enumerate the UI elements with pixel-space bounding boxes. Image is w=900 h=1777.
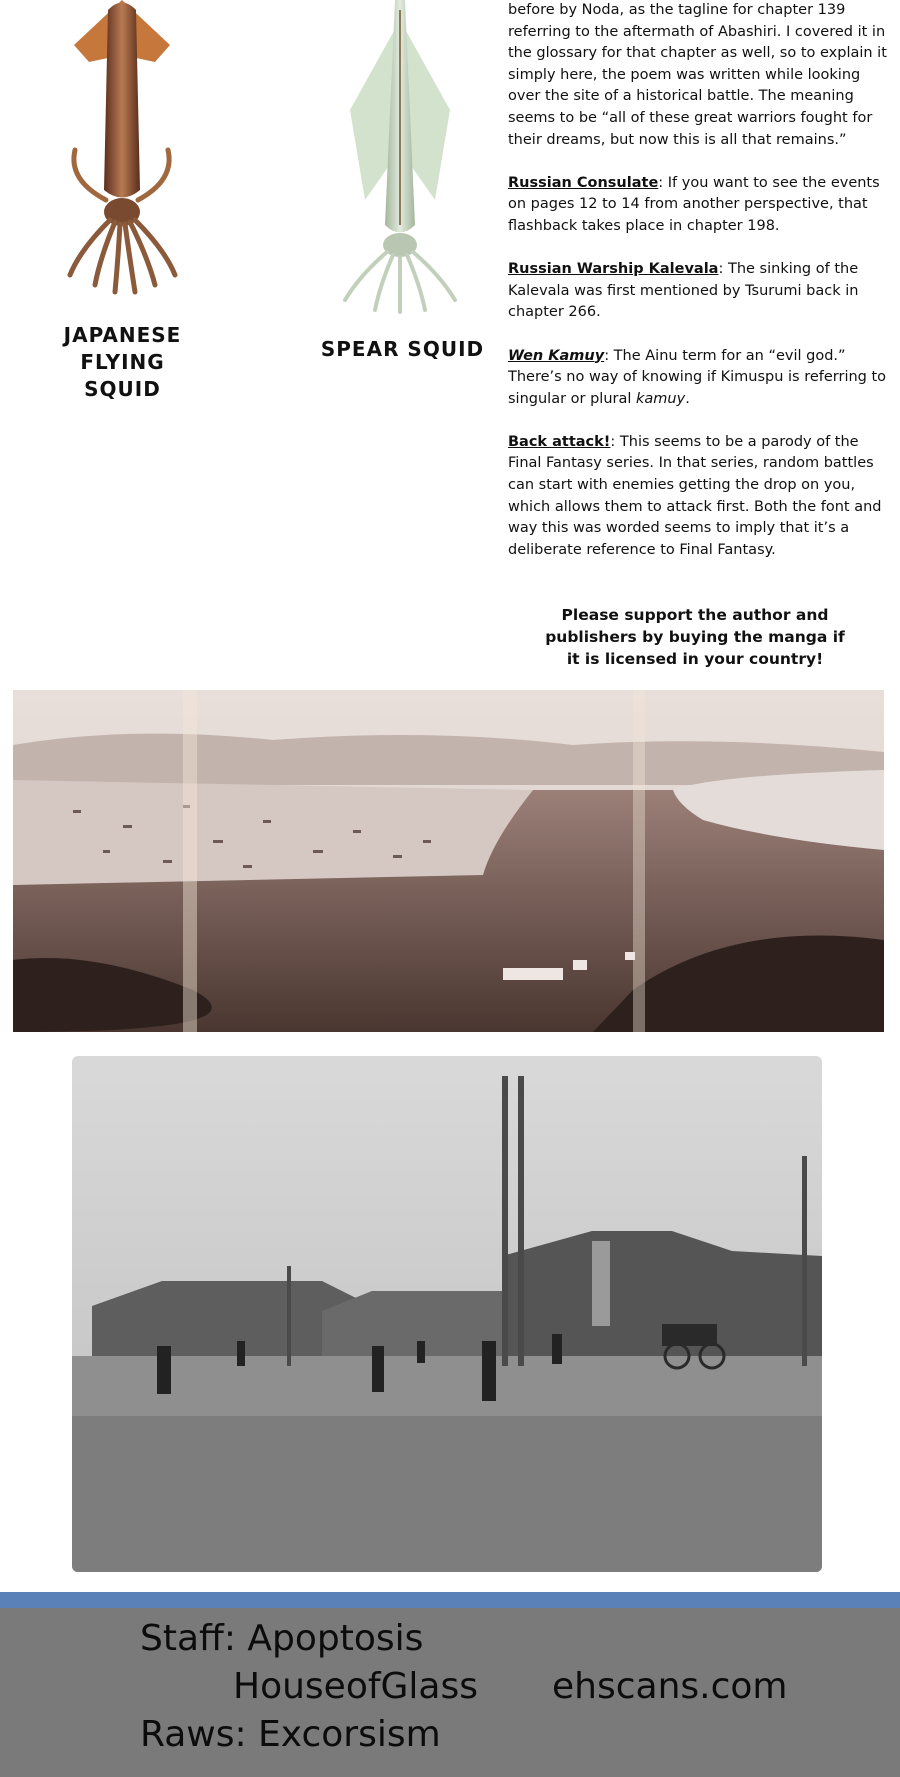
glossary-definition-end: . <box>685 390 690 407</box>
glossary-definition-emphasis: kamuy <box>636 390 686 407</box>
glossary-entry-wen-kamuy <box>508 346 890 411</box>
glossary-term: Russian Consulate <box>508 174 659 191</box>
glossary-entry-back-attack <box>508 432 890 562</box>
spear-squid-image <box>315 0 490 315</box>
glossary-definition: : If you want to see the events on pages 12 to 14 from another perspective, that flashback takes place in chapter 198. <box>508 174 880 234</box>
glossary-term: Russian Warship Kalevala <box>508 261 719 278</box>
glossary-term: Back attack! <box>508 433 611 450</box>
squid-label: JAPANESE FLYING SQUID <box>63 323 182 401</box>
support-note: Please support the author and publishers by buying the manga if it is licensed in your country! <box>545 606 845 668</box>
glossary-definition: : The sinking of the Kalevala was first mentioned by Tsurumi back in chapter 266. <box>508 261 859 321</box>
spear-squid-figure <box>315 0 490 361</box>
squid-label: SPEAR SQUID <box>320 337 485 361</box>
staff-credit: Staff: Apoptosis <box>140 1618 424 1659</box>
glossary-intro: before by Noda, as the tagline for chapter 139 referring to the aftermath of Abashiri. I covered it in the glossary for that chapter as well, so to explain it simply here, the poem was written while looking over the site of a historical battle. The meaning seems to be “all of these great warriors fought for their dreams, but now this is all that remains.” <box>508 2 887 148</box>
railway-station-photo <box>72 1056 822 1572</box>
harbor-panorama-photo <box>13 690 884 1032</box>
raws-credit: Raws: Excorsism <box>140 1714 441 1755</box>
credits-footer <box>0 1608 900 1777</box>
japanese-flying-squid-figure <box>40 0 205 401</box>
glossary-definition: : This seems to be a parody of the Final Fantasy series. In that series, random battles can start with enemies getting the drop on you, which allows them to attack first. Both the font and way this was worded seems to imply that it’s a deliberate reference to Final Fantasy. <box>508 433 882 558</box>
glossary-text <box>508 0 890 583</box>
glossary-definition: : The Ainu term for an “evil god.” There’s no way of knowing if Kimuspu is referring to singular or plural <box>508 347 887 407</box>
glossary-term: Wen Kamuy <box>508 347 605 364</box>
site-credit: ehscans.com <box>552 1666 788 1707</box>
staff-credit-second: HouseofGlass <box>233 1666 478 1707</box>
glossary-entry-russian-consulate <box>508 173 890 238</box>
japanese-flying-squid-image <box>40 0 205 300</box>
glossary-entry-russian-warship-kalevala <box>508 259 890 324</box>
footer-stripe <box>0 1592 900 1608</box>
